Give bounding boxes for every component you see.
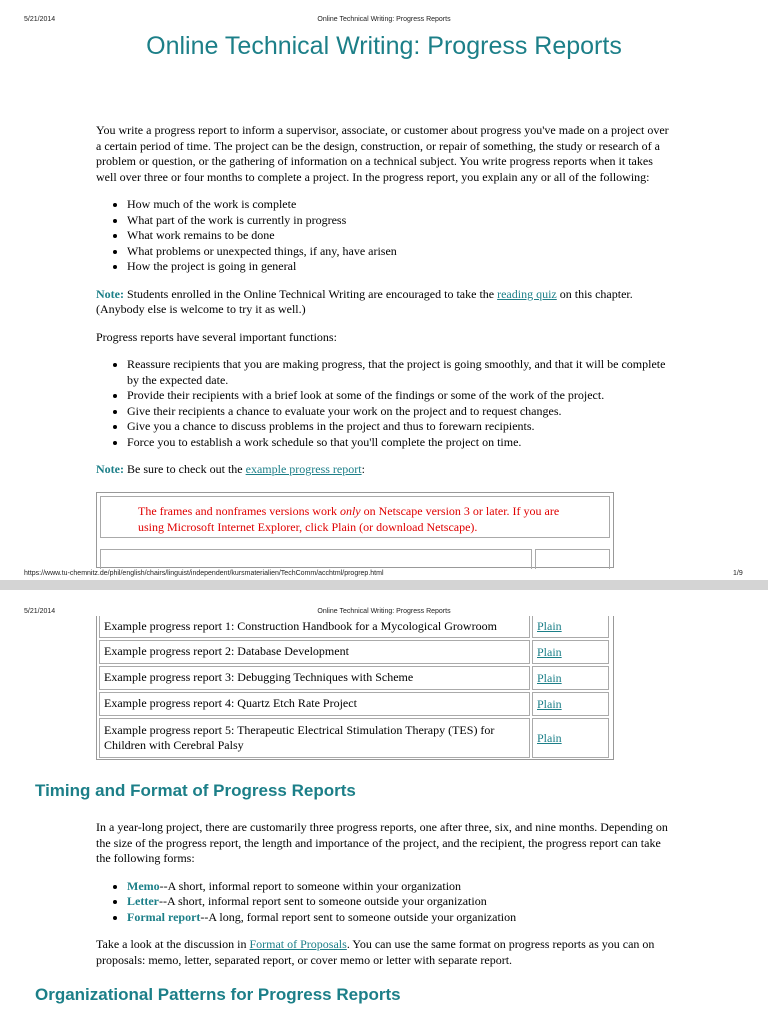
frames-message: The frames and nonframes versions work only on Netscape version 3 or later. If you are using Microsoft Internet Explorer, click Plain (or download Netscape). [138, 504, 560, 534]
example-progress-report-link[interactable]: example progress report [245, 462, 362, 476]
example-desc: Example progress report 5: Therapeutic Electrical Stimulation Therapy (TES) for Children with Cerebral Palsy [99, 718, 530, 758]
example-link-cell [532, 616, 609, 638]
reading-quiz-link[interactable]: reading quiz [497, 286, 557, 301]
note-text: Be sure to check out the [123, 462, 246, 476]
example-desc: Example progress report 1: Construction Handbook for a Mycological Growroom [99, 616, 530, 638]
frames-message-cell [100, 496, 610, 538]
intro-block [96, 123, 676, 478]
header-date: 5/21/2014 [24, 16, 56, 23]
examples-table [96, 616, 614, 760]
header-title: Online Technical Writing: Progress Reports [317, 608, 451, 615]
table-cell [535, 549, 610, 569]
list-item: • Provide their recipients with a brief look at some of the findings or some of the work of the project. [127, 388, 676, 404]
header-date: 5/21/2014 [24, 608, 56, 615]
list-item: • How the project is going in general [127, 259, 676, 275]
list-item: • Force you to establish a work schedule so that you'll complete the project on time. [127, 435, 676, 451]
list-item: • What part of the work is currently in progress [127, 213, 676, 229]
explain-list [96, 197, 676, 275]
list-item: • What work remains to be done [127, 228, 676, 244]
header-title: Online Technical Writing: Progress Reports [317, 16, 451, 23]
format-paragraph: Take a look at the discussion in Format of Proposals. You can use the same format on progress reports as you can on proposals: memo, letter, separated report, or cover memo or letter with separate report. [96, 937, 655, 967]
form-label: Memo [127, 878, 160, 893]
note-example [96, 462, 676, 478]
note-label: Note: [96, 462, 124, 476]
note-label: Note: [96, 286, 124, 301]
page-separator [0, 580, 768, 590]
section-heading-timing: Timing and Format of Progress Reports [35, 781, 356, 800]
example-desc: Example progress report 4: Quartz Etch Rate Project [99, 692, 530, 716]
note-text: on this chapter. (Anybody else is welcome to try it as well.) [96, 286, 633, 316]
table-cell [100, 549, 532, 569]
table-row [97, 717, 613, 759]
plain-link[interactable]: Plain [537, 619, 562, 633]
list-item: • Formal report--A long, formal report sent to someone outside your organization [127, 910, 676, 926]
forms-list [96, 879, 676, 926]
list-item: • What problems or unexpected things, if any, have arisen [127, 244, 676, 260]
note-text: Students enrolled in the Online Technical Writing are encouraged to take the [123, 286, 498, 301]
functions-intro: Progress reports have several important functions: [96, 329, 337, 344]
note-text: : [361, 462, 365, 476]
list-item: • Letter--A short, informal report sent to someone outside your organization [127, 894, 676, 910]
list-item: • Give their recipients a chance to evaluate your work on the project and to request changes. [127, 404, 676, 420]
list-item: • Give you a chance to discuss problems in the project and thus to forewarn recipients. [127, 419, 676, 435]
table-row [97, 616, 613, 639]
intro-paragraph: You write a progress report to inform a supervisor, associate, or customer about progress you've made on a project over a certain period of time. The project can be the design, construction, or repair of something, the study or research of a problem or question, or the gathering of information on a technical subject. You write progress reports when it takes well over three or four months to complete a project. In the progress report, you explain any or all of the following: [96, 123, 669, 184]
plain-link[interactable]: Plain [537, 644, 562, 659]
examples-frame-table [96, 492, 614, 568]
example-desc: Example progress report 2: Database Development [99, 640, 530, 664]
footer-url: https://www.tu-chemnitz.de/phil/english/chairs/linguist/independent/kursmaterialien/TechComm/acchtml/progrep.html [24, 570, 384, 577]
timing-block [96, 820, 676, 968]
list-item: • Reassure recipients that you are making progress, that the project is going smoothly, and that it will be complete by the expected date. [127, 357, 676, 388]
timing-paragraph: In a year-long project, there are customarily three progress reports, one after three, six, and nine months. Depending on the size of the progress report, the length and importance of the project, and the recipient, the progress report can take the following forms: [96, 820, 668, 865]
form-label: Formal report [127, 909, 201, 924]
list-item: • How much of the work is complete [127, 197, 676, 213]
example-link-cell [532, 718, 609, 758]
format-of-proposals-link[interactable]: Format of Proposals [249, 937, 347, 951]
plain-link[interactable]: Plain [537, 670, 562, 685]
example-link-cell [532, 666, 609, 690]
plain-link[interactable]: Plain [537, 696, 562, 711]
form-label: Letter [127, 894, 159, 908]
list-item: • Memo--A short, informal report to someone within your organization [127, 879, 676, 895]
table-row [97, 691, 613, 717]
example-link-cell [532, 692, 609, 716]
footer-page-number: 1/9 [733, 570, 743, 577]
note-quiz [96, 287, 676, 318]
example-desc: Example progress report 3: Debugging Techniques with Scheme [99, 666, 530, 690]
page-title: Online Technical Writing: Progress Reports [146, 32, 622, 60]
plain-link[interactable]: Plain [537, 730, 562, 745]
section-heading-organizational: Organizational Patterns for Progress Reports [35, 985, 401, 1004]
example-link-cell [532, 640, 609, 664]
table-row [97, 639, 613, 665]
functions-list [96, 357, 676, 450]
table-row [97, 665, 613, 691]
